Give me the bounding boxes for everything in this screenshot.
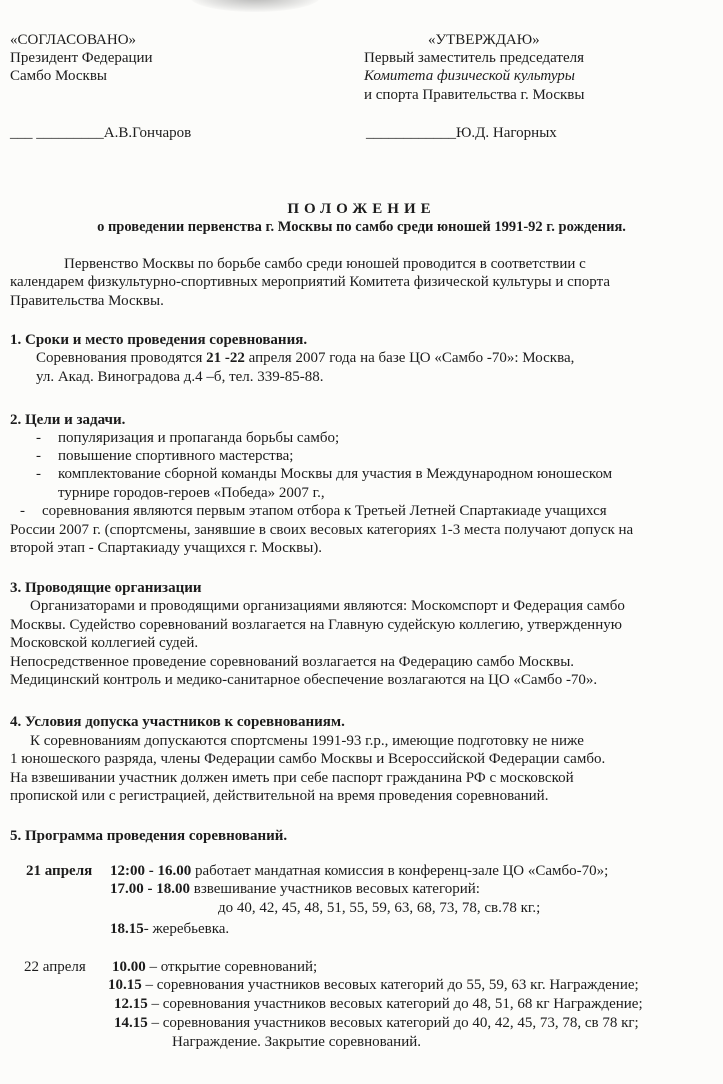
approver-title-line1: Президент Федерации xyxy=(10,50,153,66)
day-1-row-2-cont: до 40, 42, 45, 48, 51, 55, 59, 63, 68, 73, 78, св.78 кг.; xyxy=(218,900,541,916)
scan-smudge xyxy=(190,0,320,12)
intro-line-3: Правительства Москвы. xyxy=(10,293,164,309)
day-2-row-4: 14.15 – соревнования участников весовых категорий до 40, 42, 45, 73, 78, св 78 кг; xyxy=(114,1015,639,1031)
intro-line-2: календарем физкультурно-спортивных мероприятий Комитета физической культуры и спорта xyxy=(10,274,611,290)
section-2-item-1: - популяризация и пропаганда борьбы самбо; xyxy=(36,430,340,446)
section-4-heading: 4. Условия допуска участников к соревнованиям. xyxy=(10,714,345,730)
document-title: ПОЛОЖЕНИЕ xyxy=(287,201,436,217)
section-2-item-2: - повышение спортивного мастерства; xyxy=(36,448,294,464)
section-1-text-c: апреля 2007 года на базе ЦО «Самбо -70»: Москва, xyxy=(244,350,575,366)
day-2-row-4-cont: Награждение. Закрытие соревнований. xyxy=(172,1034,421,1050)
day-2-row-1: 10.00 – открытие соревнований; xyxy=(112,959,318,975)
section-3-heading: 3. Проводящие организации xyxy=(10,580,202,596)
section-2-item-4: - соревнования являются первым этапом отбора к Третьей Летней Спартакиаде учащихся xyxy=(20,503,607,519)
approver-title-right-line3: и спорта Правительства г. Москвы xyxy=(364,87,585,103)
section-1-heading: 1. Сроки и место проведения соревнования. xyxy=(10,332,308,348)
section-4-line-2: 1 юношеского разряда, члены Федерации самбо Москвы и Всероссийской Федерации самбо. xyxy=(10,751,606,767)
document-subtitle: о проведении первенства г. Москвы по самбо среди юношей 1991-92 г. рождения. xyxy=(97,219,626,235)
section-2-item-3: - комплектование сборной команды Москвы для участия в Международном юношеском xyxy=(36,466,613,482)
section-3-line-1: Организаторами и проводящими организациями являются: Москомспорт и Федерация самбо xyxy=(30,598,625,614)
day-2-row-2: 10.15 – соревнования участников весовых категорий до 55, 59, 63 кг. Награждение; xyxy=(108,977,639,993)
day-1-row-1: 12:00 - 16.00 работает мандатная комиссия в конференц-зале ЦО «Самбо-70»; xyxy=(110,863,609,879)
approval-label-right: «УТВЕРЖДАЮ» xyxy=(428,32,540,48)
signature-left: ___ _________А.В.Гончаров xyxy=(10,125,192,141)
section-2-item-4-line2: России 2007 г. (спортсмены, занявшие в своих весовых категориях 1-3 места получают допуск на xyxy=(10,522,634,538)
intro-line-1: Первенство Москвы по борьбе самбо среди юношей проводится в соответствии с xyxy=(64,256,586,272)
approver-title-right-line2: Комитета физической культуры xyxy=(364,68,575,84)
section-2-item-3-cont: турнире городов-героев «Победа» 2007 г., xyxy=(58,485,325,501)
section-3-line-5: Медицинский контроль и медико-санитарное обеспечение возлагаются на ЦО «Самбо -70». xyxy=(10,672,598,688)
approval-label-left: «СОГЛАСОВАНО» xyxy=(10,32,137,48)
section-1-text-a: Соревнования проводятся xyxy=(36,350,207,366)
section-2-item-4-line3: второй этап - Спартакиаду учащихся г. Москвы). xyxy=(10,540,323,556)
section-4-line-1: К соревнованиям допускаются спортсмены 1991-93 г.р., имеющие подготовку не ниже xyxy=(30,733,584,749)
approver-title-right-line1: Первый заместитель председателя xyxy=(364,50,584,66)
day-2-date: 22 апреля xyxy=(24,959,86,975)
section-1-line-2: ул. Акад. Виноградова д.4 –б, тел. 339-85-88. xyxy=(36,369,324,385)
section-4-line-3: На взвешивании участник должен иметь при себе паспорт гражданина РФ с московской xyxy=(10,770,574,786)
day-1-date: 21 апреля xyxy=(26,863,93,879)
day-2-row-3: 12.15 – соревнования участников весовых категорий до 48, 51, 68 кг Награждение; xyxy=(114,996,643,1012)
section-5-heading: 5. Программа проведения соревнований. xyxy=(10,828,288,844)
approver-title-line2: Самбо Москвы xyxy=(10,68,107,84)
section-2-heading: 2. Цели и задачи. xyxy=(10,412,126,428)
section-3-line-2: Москвы. Судейство соревнований возлагается на Главную судейскую коллегию, утвержденную xyxy=(10,617,622,633)
signature-right: ____________Ю.Д. Нагорных xyxy=(366,125,557,141)
section-3-line-3: Московской коллегией судей. xyxy=(10,635,199,651)
section-1-dates: 21 -22 xyxy=(206,350,245,366)
section-4-line-4: пропиской или с регистрацией, действительной на время проведения соревнований. xyxy=(10,788,549,804)
section-3-line-4: Непосредственное проведение соревнований возлагается на Федерацию самбо Москвы. xyxy=(10,654,575,670)
day-1-row-3: 18.15- жеребьевка. xyxy=(110,921,230,937)
section-1-line-1 xyxy=(36,349,574,367)
day-1-row-2: 17.00 - 18.00 взвешивание участников весовых категорий: xyxy=(110,881,480,897)
